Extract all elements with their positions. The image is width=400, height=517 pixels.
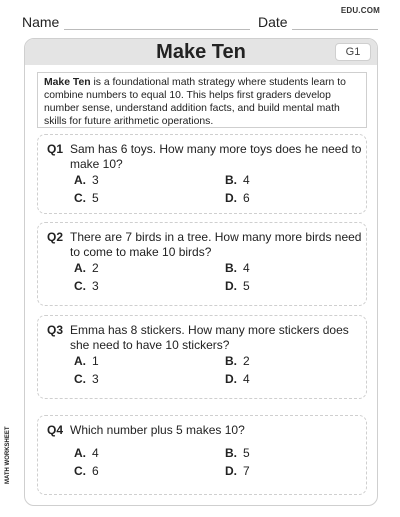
option-b[interactable] [225,446,250,460]
option-letter: B. [225,261,237,275]
question-number: Q4 [47,423,64,437]
option-d[interactable] [225,372,250,386]
option-b[interactable] [225,354,250,368]
option-a[interactable] [74,261,99,275]
option-value: 5 [243,446,250,460]
option-value: 6 [92,464,99,478]
date-label: Date [258,14,288,30]
option-c[interactable] [74,464,99,478]
date-line[interactable] [292,29,378,30]
question-number: Q2 [47,230,64,244]
option-letter: D. [225,372,237,386]
question-card [37,222,367,306]
question-text: Sam has 6 toys. How many more toys does he need to make 10? [70,142,362,171]
side-label: MATH WORKSHEET [5,426,11,484]
question-number: Q1 [47,142,64,156]
option-a[interactable] [74,446,99,460]
option-letter: A. [74,354,86,368]
question-text: Which number plus 5 makes 10? [70,423,245,437]
title-bar [25,39,377,65]
question-card [37,315,367,399]
option-letter: A. [74,173,86,187]
option-c[interactable] [74,191,99,205]
option-value: 5 [243,279,250,293]
option-d[interactable] [225,464,250,478]
option-d[interactable] [225,279,250,293]
option-c[interactable] [74,279,99,293]
option-letter: A. [74,446,86,460]
option-b[interactable] [225,173,250,187]
option-value: 5 [92,191,99,205]
intro-text: is a foundational math strategy where students learn to combine numbers to equal 10. This helps first graders develop number sense, understand addition facts, and build mental math skills for future arithmetic operations. [44,77,346,127]
option-value: 2 [243,354,250,368]
option-letter: D. [225,191,237,205]
option-value: 6 [243,191,250,205]
brand-logo: EDU.COM [340,6,380,15]
question-card [37,134,367,214]
option-c[interactable] [74,372,99,386]
option-letter: B. [225,354,237,368]
option-value: 4 [243,372,250,386]
option-letter: B. [225,173,237,187]
option-letter: C. [74,279,86,293]
name-label: Name [22,14,60,30]
option-letter: A. [74,261,86,275]
option-value: 1 [92,354,99,368]
option-letter: C. [74,372,86,386]
option-value: 2 [92,261,99,275]
question-text: There are 7 birds in a tree. How many more birds need to come to make 10 birds? [70,230,362,259]
worksheet [24,38,378,506]
option-a[interactable] [74,173,99,187]
option-letter: C. [74,191,86,205]
option-value: 4 [92,446,99,460]
intro-box [37,72,367,128]
grade-badge: G1 [335,43,371,61]
worksheet-title: Make Ten [156,41,246,63]
option-d[interactable] [225,191,250,205]
option-letter: C. [74,464,86,478]
option-value: 3 [92,279,99,293]
intro-term: Make Ten [44,77,91,88]
question-text: Emma has 8 stickers. How many more stickers does she need to have 10 stickers? [70,323,349,352]
option-value: 4 [243,261,250,275]
option-value: 3 [92,173,99,187]
question-card [37,415,367,495]
option-letter: D. [225,464,237,478]
option-a[interactable] [74,354,99,368]
option-value: 4 [243,173,250,187]
option-b[interactable] [225,261,250,275]
name-line[interactable] [64,29,250,30]
option-value: 7 [243,464,250,478]
option-letter: B. [225,446,237,460]
question-number: Q3 [47,323,64,337]
option-letter: D. [225,279,237,293]
option-value: 3 [92,372,99,386]
